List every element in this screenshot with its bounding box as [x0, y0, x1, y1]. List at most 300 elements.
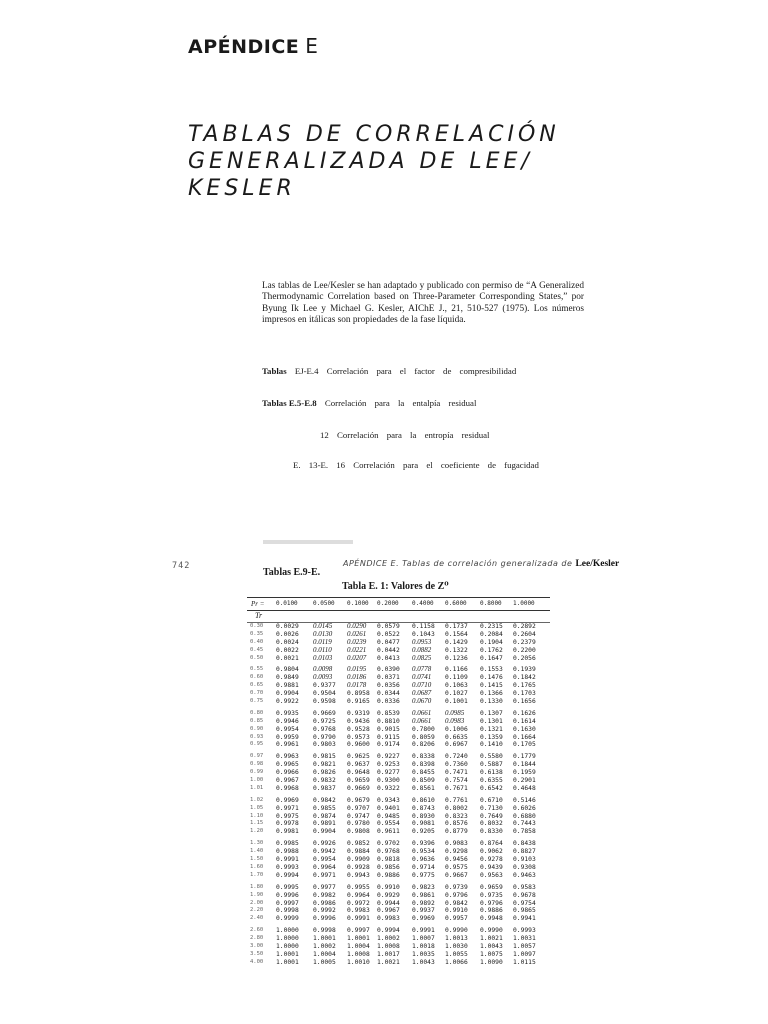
z-cell: 0.9999: [276, 915, 299, 923]
z-cell: 0.1307: [480, 709, 503, 717]
tr-cell: 1.10: [250, 812, 264, 819]
z-cell: 0.0579: [377, 623, 400, 630]
z-cell: 0.2892: [513, 623, 536, 630]
z-cell: 0.9227: [377, 753, 400, 761]
z-cell: 0.9504: [313, 690, 336, 698]
z-cell: 0.9702: [377, 840, 400, 848]
z-cell: 0.8810: [377, 717, 400, 725]
z-cell: 0.9563: [480, 871, 503, 879]
toc-line-2: [262, 398, 476, 408]
table-header-row: [247, 597, 550, 611]
z-cell: 0.9969: [412, 915, 435, 923]
z-cell: 0.1939: [513, 666, 536, 674]
z-cell: 0.1762: [480, 646, 503, 654]
tr-cell: 0.30: [250, 623, 264, 629]
z-cell: 0.1564: [445, 630, 468, 638]
z-cell: 0.9253: [377, 761, 400, 769]
z-cell: 0.0221: [347, 645, 367, 654]
z-cell: 0.9884: [347, 848, 370, 856]
z-cell: 0.9343: [377, 796, 400, 804]
z-cell: 0.9856: [377, 863, 400, 871]
z-cell: 0.9062: [480, 848, 503, 856]
table-row: [247, 785, 550, 793]
z-cell: 0.0119: [313, 637, 332, 646]
table-row: [247, 623, 550, 631]
tr-cell: 0.50: [250, 654, 264, 661]
z-cell: 0.9944: [377, 899, 400, 907]
z-cell: 1.0013: [445, 935, 468, 943]
z-cell: 0.9990: [480, 927, 503, 935]
tr-label: Tr: [247, 611, 550, 623]
z-cell: 0.2200: [513, 646, 536, 654]
toc-bold: Tablas E.5-E.8: [262, 398, 317, 408]
table-row: [247, 639, 550, 647]
z-cell: 1.0055: [445, 950, 468, 958]
z-cell: 1.0002: [313, 942, 336, 950]
z-cell: 0.9994: [276, 871, 299, 879]
z-cell: 0.9995: [276, 883, 299, 891]
z-cell: 0.9967: [377, 907, 400, 915]
z-cell: 0.0026: [276, 630, 299, 638]
z-cell: 0.0290: [347, 622, 367, 630]
z-cell: 1.0030: [445, 942, 468, 950]
z-cell: 0.9669: [347, 784, 370, 792]
table-row: [247, 907, 550, 915]
z-cell: 0.9997: [347, 927, 370, 935]
z-cell: 0.9969: [276, 796, 299, 804]
z-cell: 0.9986: [313, 899, 336, 907]
z-cell: 0.9396: [412, 840, 435, 848]
z-cell: 0.9967: [276, 777, 299, 785]
tr-cell: 0.93: [250, 733, 264, 740]
tr-cell: 2.60: [250, 927, 264, 934]
z-cell: 0.9998: [276, 907, 299, 915]
z-cell: 0.0442: [377, 646, 400, 654]
tr-cell: 3.00: [250, 942, 264, 949]
z-cell: 0.9948: [480, 915, 503, 923]
z-cell: 0.0741: [412, 673, 432, 682]
z-cell: 0.9842: [445, 899, 468, 907]
z-cell: 0.9637: [347, 761, 370, 769]
z-cell: 0.9463: [513, 871, 536, 879]
z-cell: 0.1553: [480, 666, 503, 674]
z-cell: 0.9937: [412, 907, 435, 915]
z-cell: 0.8610: [412, 796, 435, 804]
table-row: [247, 900, 550, 908]
z-cell: 0.9790: [313, 733, 336, 741]
table-row: [247, 872, 550, 880]
z-cell: 0.9881: [276, 682, 299, 690]
z-cell: 0.1109: [445, 674, 468, 682]
appendix-word: APÉNDICE: [188, 36, 300, 58]
z-cell: 0.7471: [445, 769, 468, 777]
z-cell: 0.8958: [347, 690, 370, 698]
z-cell: 0.9669: [313, 709, 336, 717]
z-cell: 0.1737: [445, 623, 468, 630]
z-cell: 0.8561: [412, 784, 435, 792]
table-caption-text: Tabla E. 1: Valores de Z⁰: [342, 581, 449, 592]
z-cell: 0.9935: [276, 709, 299, 717]
z-cell: 0.0130: [313, 629, 333, 638]
z-cell: 0.0207: [347, 653, 367, 662]
page-number: 742: [172, 561, 191, 571]
z-cell: 0.9842: [313, 796, 336, 804]
z-cell: 0.8002: [445, 804, 468, 812]
z-cell: 0.9436: [347, 717, 370, 725]
tr-cell: 1.40: [250, 848, 264, 855]
z-cell: 0.9322: [377, 784, 400, 792]
z-cell: 0.9667: [445, 871, 468, 879]
z-cell: 0.9982: [313, 891, 336, 899]
table-row: [247, 864, 550, 872]
z-cell: 0.9991: [412, 927, 435, 935]
z-cell: 0.0953: [412, 637, 432, 646]
z-cell: 0.9993: [513, 927, 536, 935]
z-cell: 0.1476: [480, 674, 503, 682]
tr-cell: 2.20: [250, 907, 264, 914]
toc-desc: Correlación para el factor de compresibilidad: [326, 366, 517, 376]
z-cell: 0.7800: [412, 725, 435, 733]
z-cell: 1.0075: [480, 950, 503, 958]
z-cell: 0.9910: [445, 907, 468, 915]
z-cell: 0.2315: [480, 623, 503, 630]
tr-cell: 1.02: [250, 796, 264, 803]
z-cell: 0.7130: [480, 804, 503, 812]
z-cell: 0.0098: [313, 665, 333, 674]
z-cell: 0.9625: [347, 753, 370, 761]
z-cell: 0.8743: [412, 804, 435, 812]
z-cell: 0.0110: [313, 645, 332, 654]
z-cell: 0.0687: [412, 689, 432, 698]
z-cell: 1.0001: [313, 935, 336, 943]
z-cell: 0.9768: [313, 725, 336, 733]
tr-cell: 1.15: [250, 820, 264, 827]
z-cell: 0.8827: [513, 848, 536, 856]
z-cell: 0.9083: [445, 840, 468, 848]
z-cell: 0.9990: [445, 927, 468, 935]
z-cell: 1.0097: [513, 950, 536, 958]
z-cell: 0.1844: [513, 761, 536, 769]
z-cell: 0.9983: [347, 907, 370, 915]
tr-cell: 1.05: [250, 804, 264, 811]
z-cell: 0.6026: [513, 804, 536, 812]
table-row: [247, 777, 550, 785]
table-row: [247, 951, 550, 959]
z-cell: 0.9910: [377, 883, 400, 891]
z-cell: 0.0093: [313, 673, 333, 682]
z-cell: 0.9855: [313, 804, 336, 812]
pr-label: Pr =: [251, 600, 265, 608]
z-cell: 0.9205: [412, 828, 435, 836]
table-row: [247, 631, 550, 639]
pr-header-cell: 1.0000: [513, 600, 535, 607]
table-row: [247, 682, 550, 690]
z-cell: 0.1301: [480, 717, 503, 725]
z-cell: 0.9714: [412, 863, 435, 871]
tr-cell: 1.00: [250, 777, 264, 784]
z-cell: 0.9954: [313, 856, 336, 864]
z-cell: 0.1043: [412, 630, 435, 638]
z-cell: 0.2084: [480, 630, 503, 638]
pr-header-cell: 0.0500: [313, 600, 335, 607]
z-cell: 0.9975: [276, 812, 299, 820]
table-row: [247, 726, 550, 734]
z-cell: 0.1703: [513, 690, 536, 698]
toc-desc: Correlación para la entalpía residual: [324, 398, 477, 408]
running-head: [343, 559, 619, 569]
table-row: [247, 959, 550, 967]
z-cell: 0.1321: [480, 725, 503, 733]
table-row: [247, 943, 550, 951]
z-cell: 0.1959: [513, 769, 536, 777]
z-cell: 0.9401: [377, 804, 400, 812]
z-cell: 0.8576: [445, 820, 468, 828]
z-cell: 0.4648: [513, 784, 536, 792]
z0-table: [247, 597, 550, 967]
table-row: [247, 647, 550, 655]
z-cell: 1.0004: [347, 942, 370, 950]
toc-range: EJ-E.4: [294, 366, 319, 376]
z-cell: 0.0661: [412, 708, 432, 717]
z-cell: 0.0882: [412, 645, 432, 654]
pr-header-cell: 0.8000: [480, 600, 502, 607]
table-row: [247, 666, 550, 674]
table-row: [247, 718, 550, 726]
tr-cell: 2.00: [250, 899, 264, 906]
z-cell: 0.9573: [347, 733, 370, 741]
z-cell: 0.9891: [313, 820, 336, 828]
toc-range: 12: [320, 430, 329, 440]
z-cell: 0.9598: [313, 698, 336, 706]
table-row: [247, 820, 550, 828]
z-cell: 0.9659: [480, 883, 503, 891]
z-cell: 0.9648: [347, 769, 370, 777]
z-cell: 0.0103: [313, 653, 333, 662]
table-row: [247, 710, 550, 718]
z-cell: 0.9300: [377, 777, 400, 785]
z-cell: 0.9768: [377, 848, 400, 856]
z-cell: 0.9103: [513, 856, 536, 864]
z-cell: 0.9377: [313, 682, 336, 690]
table-row: [247, 927, 550, 935]
z-cell: 0.9808: [347, 828, 370, 836]
z-cell: 0.9747: [347, 812, 370, 820]
z-cell: 0.1006: [445, 725, 468, 733]
z-cell: 0.9865: [513, 907, 536, 915]
z-cell: 0.9983: [377, 915, 400, 923]
z-cell: 0.9985: [276, 840, 299, 848]
tr-cell: 0.70: [250, 690, 264, 697]
tr-cell: 0.95: [250, 741, 264, 748]
z-cell: 0.0710: [412, 681, 432, 690]
z-cell: 0.9965: [276, 761, 299, 769]
z-cell: 0.8206: [412, 741, 435, 749]
z-cell: 0.9861: [412, 891, 435, 899]
z-cell: 0.0021: [276, 654, 299, 662]
z-cell: 0.0195: [347, 665, 367, 674]
z-cell: 0.9115: [377, 733, 400, 741]
z-cell: 0.9659: [347, 777, 370, 785]
toc-desc: Correlación para el coeficiente de fugacidad: [353, 460, 539, 470]
z-cell: 1.0090: [480, 958, 503, 966]
z-cell: 0.6710: [480, 796, 503, 804]
pr-header-cell: 0.4000: [412, 600, 434, 607]
z-cell: 0.9981: [276, 828, 299, 836]
z-cell: 0.9971: [276, 804, 299, 812]
z-cell: 1.0035: [412, 950, 435, 958]
tr-cell: 0.75: [250, 698, 264, 705]
z-cell: 0.1842: [513, 674, 536, 682]
z-cell: 0.8455: [412, 769, 435, 777]
z-cell: 0.9796: [480, 899, 503, 907]
tr-cell: 1.30: [250, 840, 264, 847]
z-cell: 0.9977: [313, 883, 336, 891]
z-cell: 0.9954: [276, 725, 299, 733]
z-cell: 0.0983: [445, 716, 465, 725]
pr-header-cell: 0.1000: [347, 600, 369, 607]
z-cell: 0.7649: [480, 812, 503, 820]
pr-header-cell: 0.0100: [276, 600, 298, 607]
z-cell: 0.9992: [313, 907, 336, 915]
tr-cell: 0.85: [250, 717, 264, 724]
z-cell: 0.9804: [276, 666, 299, 674]
table-row: [247, 892, 550, 900]
z-cell: 0.9739: [445, 883, 468, 891]
z-cell: 0.8509: [412, 777, 435, 785]
z-cell: 0.9994: [377, 927, 400, 935]
z-cell: 0.9636: [412, 856, 435, 864]
toc-line-4: [293, 460, 539, 470]
z-cell: 1.0031: [513, 935, 536, 943]
z-cell: 0.9826: [313, 769, 336, 777]
z-cell: 0.2056: [513, 654, 536, 662]
tr-cell: 0.55: [250, 666, 264, 673]
table-row: [247, 848, 550, 856]
z-cell: 0.9600: [347, 741, 370, 749]
z-cell: 0.9963: [276, 753, 299, 761]
z-cell: 1.0008: [347, 950, 370, 958]
z-cell: 0.0239: [347, 637, 367, 646]
z-cell: 0.9904: [313, 828, 336, 836]
z-cell: 0.1366: [480, 690, 503, 698]
tr-cell: 4.00: [250, 958, 264, 965]
z-cell: 1.0021: [377, 958, 400, 966]
tr-cell: 1.01: [250, 784, 264, 791]
z-cell: 1.0017: [377, 950, 400, 958]
tr-cell: 0.80: [250, 709, 264, 716]
z-cell: 0.9926: [313, 840, 336, 848]
z-cell: 0.9821: [313, 761, 336, 769]
running-head-text: APÉNDICE E. Tablas de correlación generalizada de: [343, 559, 573, 568]
z-cell: 0.9966: [276, 769, 299, 777]
z-cell: 0.9818: [377, 856, 400, 864]
z-cell: 0.9679: [347, 796, 370, 804]
z-cell: 0.9886: [480, 907, 503, 915]
z-cell: 0.1027: [445, 690, 468, 698]
z-cell: 0.9922: [276, 698, 299, 706]
z-cell: 0.9993: [276, 863, 299, 871]
table-row: [247, 753, 550, 761]
scan-smudge: [263, 540, 353, 544]
table-row: [247, 741, 550, 749]
z-cell: 0.6880: [513, 812, 536, 820]
z-cell: 0.9815: [313, 753, 336, 761]
z-cell: 0.9803: [313, 741, 336, 749]
tr-cell: 1.50: [250, 856, 264, 863]
z-cell: 1.0004: [313, 950, 336, 958]
z-cell: 0.9964: [313, 863, 336, 871]
z-cell: 0.1647: [480, 654, 503, 662]
table-row: [247, 884, 550, 892]
table-caption: [342, 581, 449, 592]
z-cell: 0.1664: [513, 733, 536, 741]
z-cell: 0.9485: [377, 812, 400, 820]
z-cell: 0.5887: [480, 761, 503, 769]
z-cell: 1.0021: [480, 935, 503, 943]
z-cell: 0.1001: [445, 698, 468, 706]
z-cell: 0.9611: [377, 828, 400, 836]
z-cell: 0.1626: [513, 709, 536, 717]
z-cell: 0.9174: [377, 741, 400, 749]
title-line-3: KESLER: [188, 176, 296, 201]
title-line-1: TABLAS DE CORRELACIÓN: [188, 122, 560, 147]
z-cell: 0.9991: [347, 915, 370, 923]
z-cell: 1.0005: [313, 958, 336, 966]
table-row: [247, 840, 550, 848]
title-line-2: GENERALIZADA DE LEE/: [188, 149, 533, 174]
z-cell: 0.1705: [513, 741, 536, 749]
table-row: [247, 690, 550, 698]
z-cell: 0.7574: [445, 777, 468, 785]
z-cell: 0.1330: [480, 698, 503, 706]
table-body: [247, 623, 550, 967]
z-cell: 0.6635: [445, 733, 468, 741]
tr-cell: 1.80: [250, 883, 264, 890]
z-cell: 0.9823: [412, 883, 435, 891]
z-cell: 1.0000: [276, 927, 299, 935]
z-cell: 0.9998: [313, 927, 336, 935]
intro-paragraph: Las tablas de Lee/Kesler se han adaptado y publicado con permiso de “A Generalized Thermodynamic Correlation based on Three-Parameter Corresponding States,” por Byung Ik Lee y Michael G. Kesler, AIChE J., 21, 510-527 (1975). Los números impresos en itálicas son propiedades de la fase líquida.: [262, 281, 584, 325]
tr-cell: 2.40: [250, 915, 264, 922]
z-cell: 0.0825: [412, 653, 432, 662]
tr-cell: 1.90: [250, 891, 264, 898]
table-row: [247, 828, 550, 836]
z-cell: 0.9941: [513, 915, 536, 923]
z-cell: 0.9575: [445, 863, 468, 871]
z-cell: 1.0007: [412, 935, 435, 943]
z-cell: 0.0336: [377, 698, 400, 706]
z-cell: 0.9165: [347, 698, 370, 706]
toc-bold: Tablas: [262, 366, 287, 376]
z-cell: 0.0390: [377, 666, 400, 674]
z-cell: 0.6138: [480, 769, 503, 777]
table-row: [247, 915, 550, 923]
z-cell: 0.0344: [377, 690, 400, 698]
z-cell: 0.9957: [445, 915, 468, 923]
z-cell: 0.9886: [377, 871, 400, 879]
z-cell: 0.0178: [347, 681, 367, 690]
z-cell: 0.9909: [347, 856, 370, 864]
z-cell: 0.9837: [313, 784, 336, 792]
z-cell: 1.0001: [347, 935, 370, 943]
z-cell: 0.9554: [377, 820, 400, 828]
z-cell: 0.9874: [313, 812, 336, 820]
z-cell: 0.9996: [313, 915, 336, 923]
z-cell: 0.9439: [480, 863, 503, 871]
z-cell: 0.9298: [445, 848, 468, 856]
z-cell: 0.1904: [480, 638, 503, 646]
z-cell: 0.1158: [412, 623, 435, 630]
